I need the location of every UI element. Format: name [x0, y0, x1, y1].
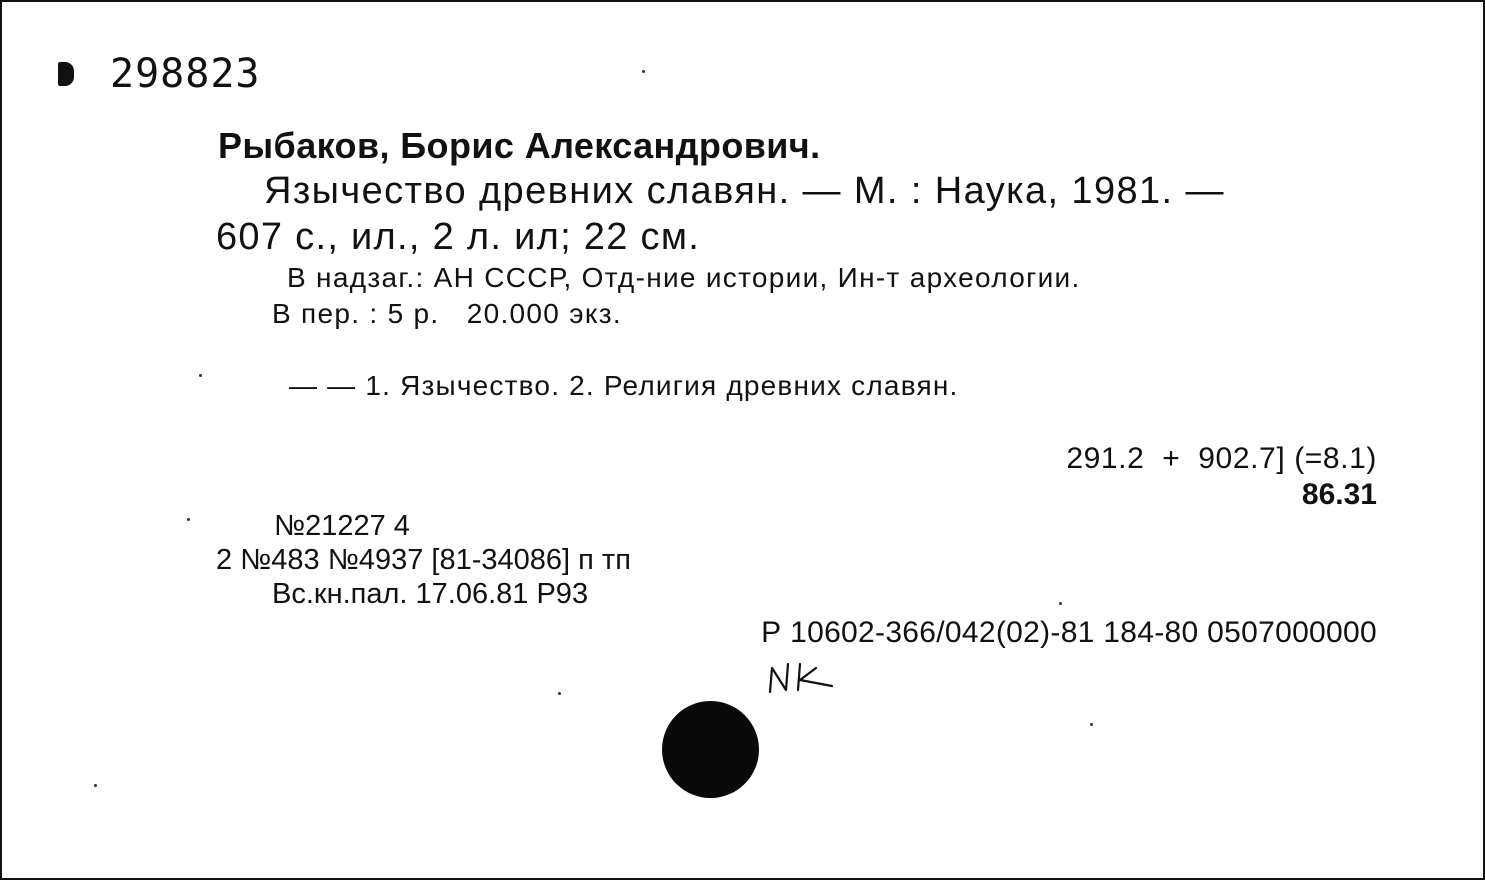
registry-code-2: 2 №483 №4937 [81-34086] п тп — [216, 544, 631, 576]
paper-speck — [94, 784, 97, 787]
paper-speck — [187, 518, 190, 521]
note-price: В пер. : 5 р. 20.000 экз. — [272, 298, 622, 329]
author-heading: Рыбаков, Борис Александрович. — [218, 125, 821, 166]
card-number: 298823 — [110, 51, 261, 97]
card-marker-icon — [58, 62, 74, 86]
punch-hole — [662, 701, 759, 798]
title-statement: Язычество древних славян. — М. : Наука, 1981. — — [264, 170, 1225, 212]
paper-speck — [1090, 723, 1093, 726]
classification-index: 291.2 + 902.7] (=8.1) — [1066, 442, 1377, 475]
subject-headings: — — 1. Язычество. 2. Религия древних славян. — [289, 370, 959, 401]
note-header: В надзаг.: АН СССР, Отд-ние истории, Ин-т археологии. — [287, 262, 1081, 293]
paper-speck — [1059, 602, 1062, 605]
registry-code-1: №21227 4 — [274, 510, 410, 542]
registry-code-4: Р 10602-366/042(02)-81 184-80 0507000000 — [761, 616, 1377, 649]
registry-code-3: Вс.кн.пал. 17.06.81 Р93 — [272, 578, 589, 610]
classification-sub-index: 86.31 — [1301, 478, 1377, 511]
collation-statement: 607 с., ил., 2 л. ил; 22 см. — [216, 216, 701, 258]
paper-speck — [642, 70, 645, 73]
paper-speck — [199, 374, 202, 377]
handwritten-initials-icon — [764, 658, 838, 696]
paper-speck — [558, 692, 561, 695]
